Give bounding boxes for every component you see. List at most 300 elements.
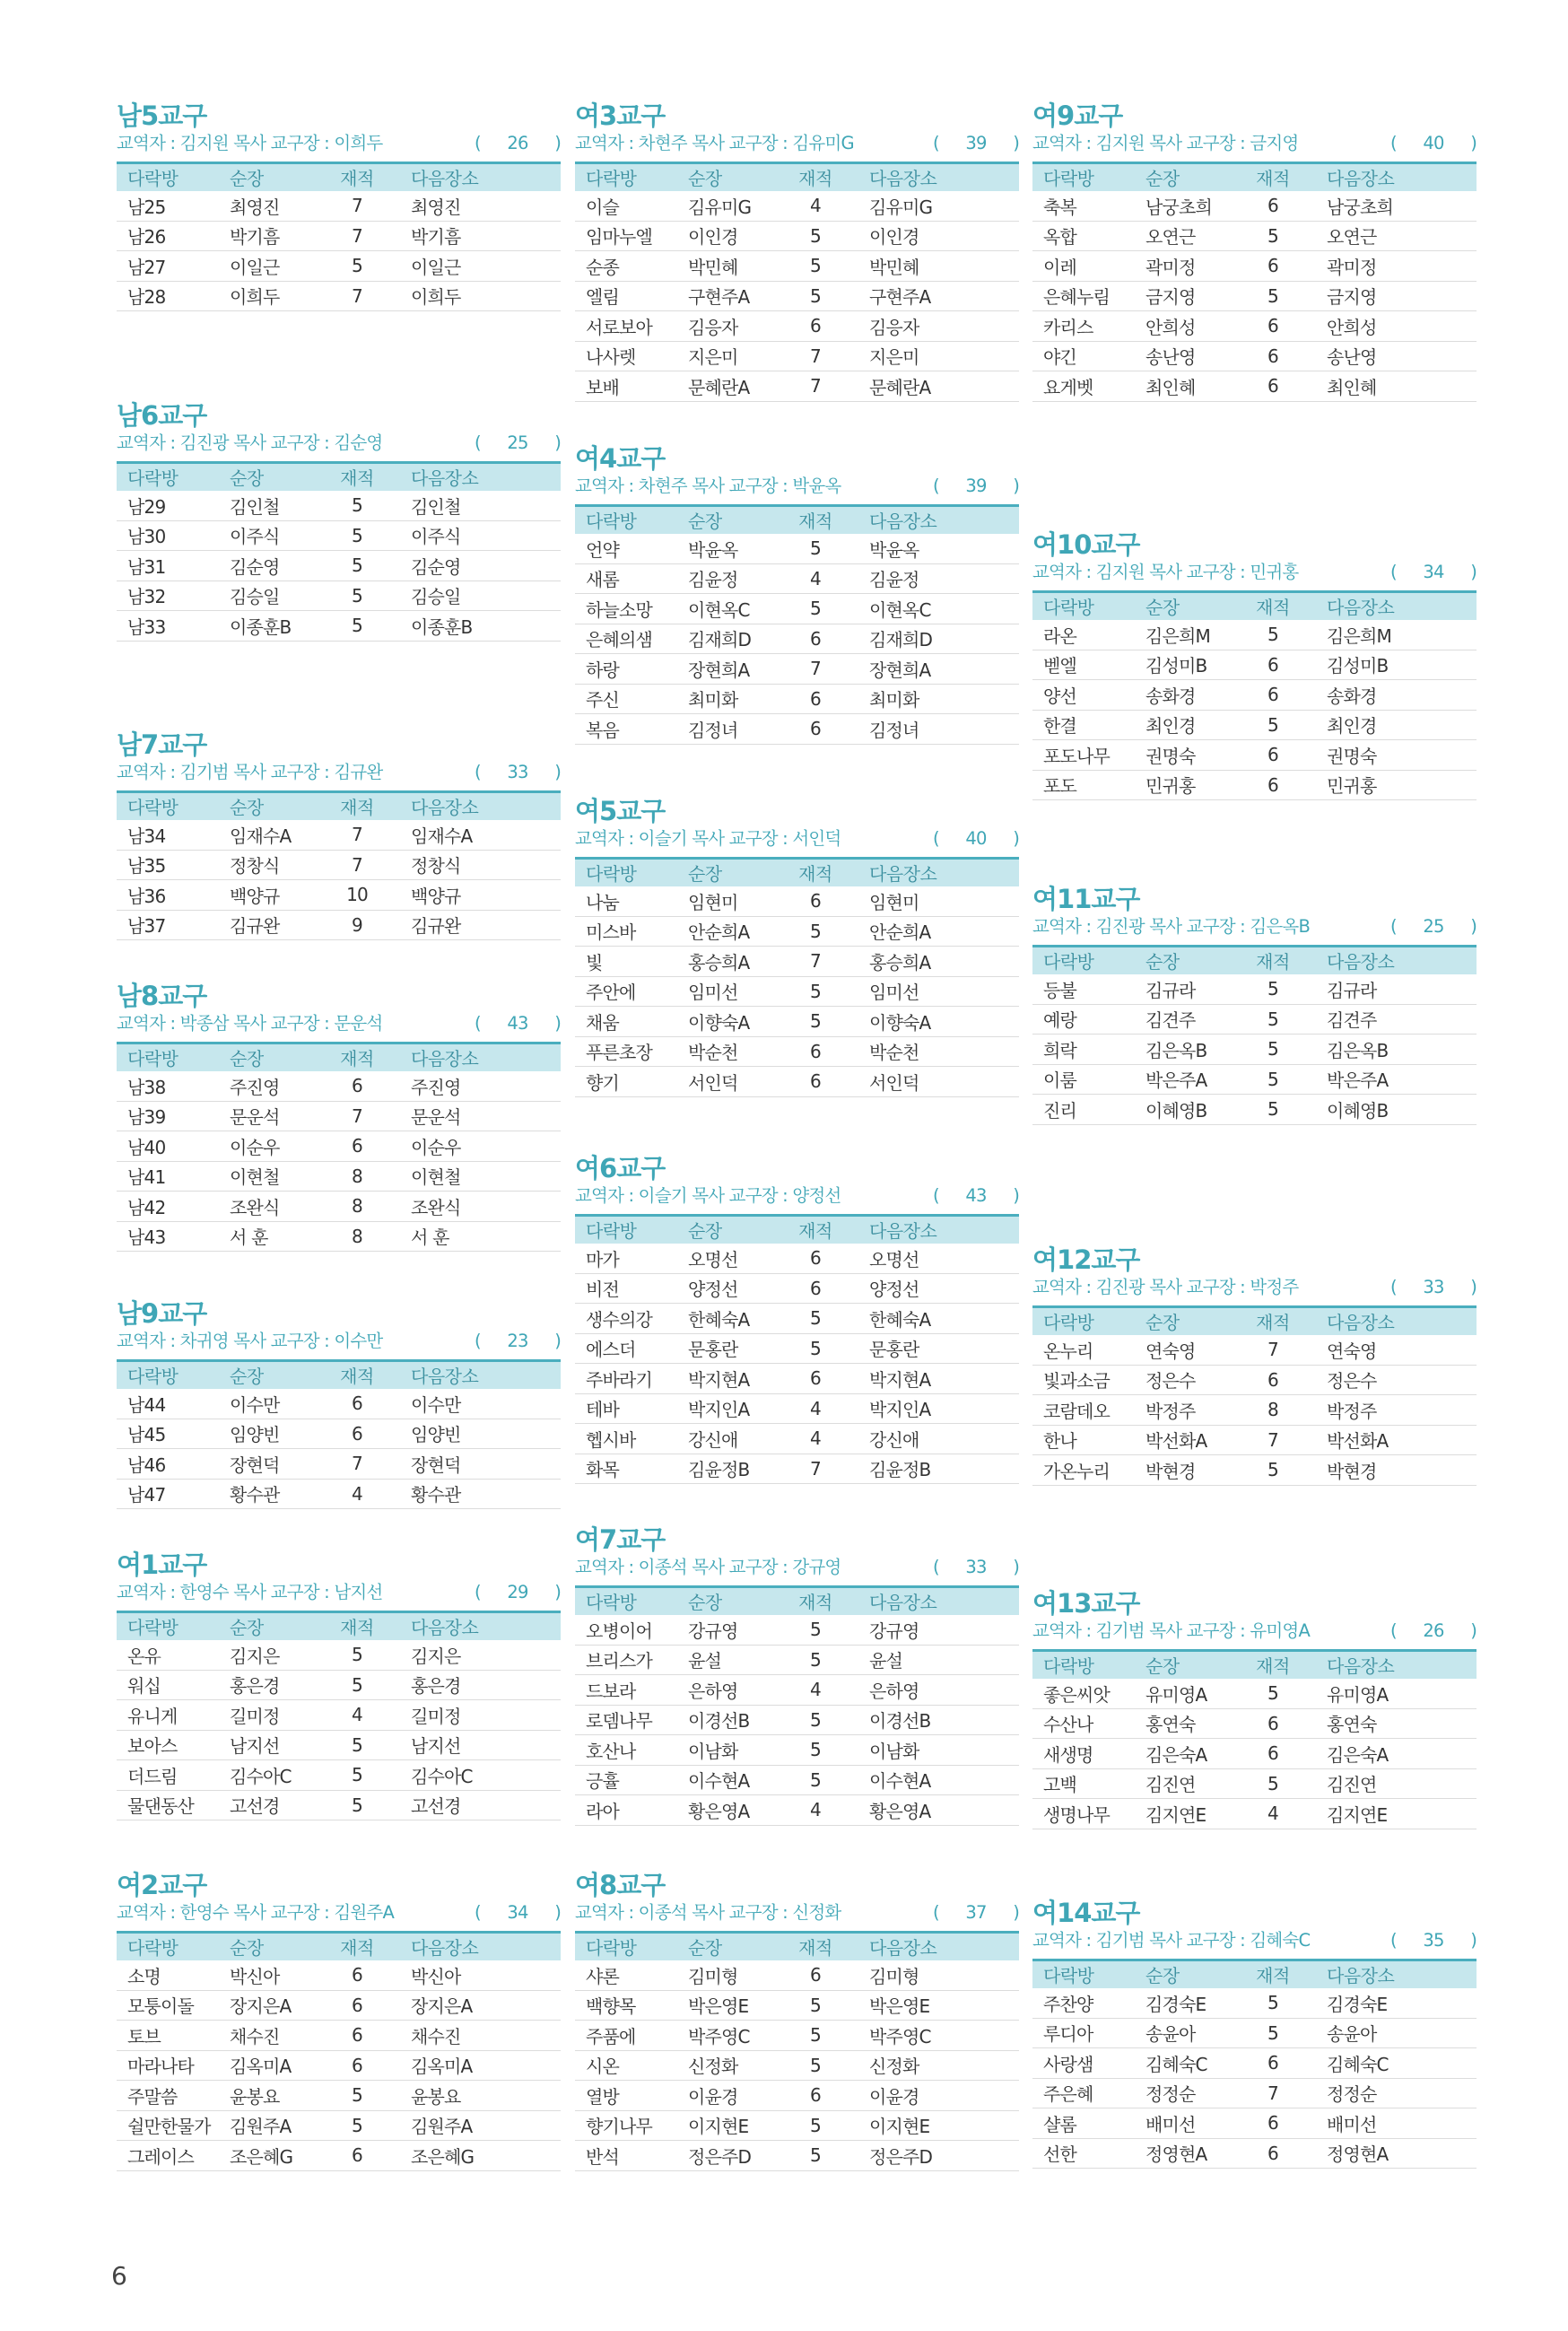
table-header-row <box>575 1587 1019 1615</box>
cell-next-place: 김옥미A <box>400 2050 561 2081</box>
paren-close: ) <box>1470 1620 1477 1641</box>
table-row <box>575 684 1019 714</box>
cell-leader: 은하영 <box>677 1675 772 1706</box>
district-staff: 교역자 : 김기범 목사 교구장 : 유미영A <box>1032 1620 1310 1641</box>
cell-leader: 이향숙A <box>677 1007 772 1037</box>
paren-open: ( <box>933 828 939 849</box>
cell-next-place: 문홍란 <box>858 1333 1019 1364</box>
cell-enrolled: 5 <box>1230 1035 1316 1065</box>
table-row <box>575 654 1019 685</box>
table-row <box>117 880 561 911</box>
table-row <box>117 1389 561 1419</box>
paren-open: ( <box>475 762 481 782</box>
table-header-row <box>117 1933 561 1960</box>
cell-next-place: 채수진 <box>400 2021 561 2051</box>
header-next-place: 다음장소 <box>400 463 561 491</box>
cell-leader: 김재희D <box>677 624 772 654</box>
district-info <box>1032 131 1477 156</box>
cell-enrolled: 7 <box>1230 2078 1316 2108</box>
cell-darakbang: 은혜의샘 <box>575 624 677 654</box>
cell-leader: 김규라 <box>1135 974 1230 1005</box>
count-value: 34 <box>1423 562 1444 582</box>
table-row <box>1032 1455 1477 1486</box>
cell-enrolled: 6 <box>314 1419 400 1449</box>
count-value: 43 <box>507 1013 528 1034</box>
cell-leader: 권명숙 <box>1135 740 1230 771</box>
header-leader: 순장 <box>219 1933 314 1960</box>
cell-leader: 이순우 <box>219 1131 314 1162</box>
cell-next-place: 이수만 <box>400 1389 561 1419</box>
cell-next-place: 이수현A <box>858 1765 1019 1795</box>
paren-open: ( <box>475 1013 481 1034</box>
district-info <box>575 1183 1019 1209</box>
count-value: 26 <box>1423 1620 1444 1641</box>
district-info <box>575 1555 1019 1580</box>
paren-open: ( <box>475 1902 481 1923</box>
table-row <box>575 1735 1019 1766</box>
cell-leader: 오연근 <box>1135 221 1230 251</box>
table-row <box>117 2141 561 2171</box>
cell-leader: 박은주A <box>1135 1064 1230 1095</box>
cell-next-place: 남궁초희 <box>1316 191 1477 222</box>
district-count <box>471 1580 561 1605</box>
district-table <box>1032 1959 1477 2169</box>
table-row <box>1032 770 1477 800</box>
cell-leader: 윤설 <box>677 1645 772 1675</box>
table-row <box>1032 740 1477 771</box>
table-row <box>1032 221 1477 251</box>
table-row <box>575 1795 1019 1826</box>
paren-open: ( <box>1390 1277 1397 1297</box>
cell-leader: 유미영A <box>1135 1679 1230 1709</box>
table-row <box>117 850 561 880</box>
district-info <box>575 826 1019 851</box>
district-title: 여12교구 <box>1032 1244 1140 1275</box>
district-block <box>575 1870 1019 2171</box>
district-table <box>117 461 561 642</box>
cell-leader: 문운석 <box>219 1101 314 1131</box>
header-leader: 순장 <box>1135 163 1230 191</box>
cell-darakbang: 가온누리 <box>1032 1455 1135 1486</box>
cell-enrolled: 6 <box>314 2050 400 2081</box>
cell-enrolled: 4 <box>314 1700 400 1731</box>
table-row <box>1032 341 1477 371</box>
table-header-row <box>117 463 561 491</box>
cell-darakbang: 사랑샘 <box>1032 2048 1135 2079</box>
cell-next-place: 김지은 <box>400 1640 561 1671</box>
cell-next-place: 김정녀 <box>858 714 1019 745</box>
district-table <box>575 1931 1019 2171</box>
cell-darakbang: 남34 <box>117 820 219 851</box>
cell-enrolled: 6 <box>314 1071 400 1102</box>
cell-darakbang: 온누리 <box>1032 1335 1135 1366</box>
paren-open: ( <box>1390 133 1397 153</box>
cell-enrolled: 6 <box>314 1960 400 1991</box>
table-row <box>575 1990 1019 2021</box>
paren-close: ) <box>554 1013 561 1034</box>
cell-darakbang: 루디아 <box>1032 2018 1135 2048</box>
cell-next-place: 정정순 <box>1316 2078 1477 2108</box>
header-leader: 순장 <box>677 1587 772 1615</box>
cell-next-place: 이지현E <box>858 2110 1019 2141</box>
cell-darakbang: 로뎀나무 <box>575 1705 677 1735</box>
cell-darakbang: 남30 <box>117 520 219 551</box>
table-row <box>117 1960 561 1991</box>
cell-darakbang: 향기나무 <box>575 2110 677 2141</box>
table-row <box>575 1615 1019 1646</box>
paren-close: ) <box>554 762 561 782</box>
cell-enrolled: 5 <box>314 551 400 581</box>
header-enrolled: 재적 <box>314 1361 400 1389</box>
cell-darakbang: 모퉁이돌 <box>117 1990 219 2021</box>
district-info <box>575 474 1019 499</box>
cell-darakbang: 진리 <box>1032 1095 1135 1125</box>
cell-leader: 남지선 <box>219 1730 314 1760</box>
district-count <box>471 1011 561 1036</box>
cell-leader: 김혜숙C <box>1135 2048 1230 2079</box>
cell-darakbang: 고백 <box>1032 1768 1135 1799</box>
table-row <box>575 251 1019 282</box>
header-leader: 순장 <box>677 1933 772 1960</box>
table-header-row <box>117 792 561 820</box>
district-info <box>1032 1275 1477 1300</box>
cell-leader: 이남화 <box>677 1735 772 1766</box>
cell-darakbang: 마라나타 <box>117 2050 219 2081</box>
cell-leader: 배미선 <box>1135 2108 1230 2139</box>
table-row <box>1032 251 1477 282</box>
cell-next-place: 조은혜G <box>400 2141 561 2171</box>
cell-leader: 최영진 <box>219 191 314 222</box>
cell-next-place: 박은영E <box>858 1990 1019 2021</box>
cell-leader: 곽미정 <box>1135 251 1230 282</box>
cell-leader: 김미형 <box>677 1960 772 1991</box>
cell-darakbang: 남37 <box>117 910 219 940</box>
cell-leader: 안희성 <box>1135 311 1230 342</box>
cell-darakbang: 하랑 <box>575 654 677 685</box>
cell-leader: 임미선 <box>677 976 772 1007</box>
cell-enrolled: 4 <box>772 191 858 222</box>
cell-next-place: 고선경 <box>400 1790 561 1820</box>
table-header-row <box>117 1612 561 1640</box>
table-row <box>1032 1365 1477 1395</box>
table-row <box>117 1419 561 1449</box>
table-row <box>117 2050 561 2081</box>
cell-enrolled: 7 <box>314 221 400 251</box>
district-count <box>929 1900 1019 1925</box>
cell-darakbang: 이레 <box>1032 251 1135 282</box>
header-darakbang: 다락방 <box>1032 1307 1135 1335</box>
cell-next-place: 윤설 <box>858 1645 1019 1675</box>
cell-leader: 정정순 <box>1135 2078 1230 2108</box>
cell-darakbang: 온유 <box>117 1640 219 1671</box>
district-table <box>117 1931 561 2171</box>
table-row <box>117 551 561 581</box>
cell-next-place: 송화경 <box>1316 680 1477 711</box>
header-enrolled: 재적 <box>772 163 858 191</box>
cell-next-place: 민귀홍 <box>1316 770 1477 800</box>
district-staff: 교역자 : 김기범 목사 교구장 : 김규완 <box>117 762 383 782</box>
district-count <box>929 826 1019 851</box>
paren-open: ( <box>475 1582 481 1602</box>
table-header-row <box>1032 947 1477 974</box>
table-row <box>575 886 1019 917</box>
paren-open: ( <box>1390 562 1397 582</box>
cell-enrolled: 5 <box>772 1007 858 1037</box>
header-next-place: 다음장소 <box>858 1587 1019 1615</box>
header-next-place: 다음장소 <box>858 163 1019 191</box>
district-title: 남5교구 <box>117 100 207 131</box>
header-next-place: 다음장소 <box>858 1216 1019 1244</box>
cell-leader: 정창식 <box>219 850 314 880</box>
cell-next-place: 최인경 <box>1316 710 1477 740</box>
cell-next-place: 홍연숙 <box>1316 1708 1477 1739</box>
cell-leader: 박정주 <box>1135 1395 1230 1426</box>
cell-darakbang: 시온 <box>575 2050 677 2081</box>
cell-leader: 최인혜 <box>1135 371 1230 402</box>
cell-next-place: 이혜영B <box>1316 1095 1477 1125</box>
cell-leader: 박신아 <box>219 1960 314 1991</box>
cell-darakbang: 남36 <box>117 880 219 911</box>
paren-open: ( <box>475 133 481 153</box>
district-title: 여14교구 <box>1032 1898 1140 1928</box>
district-count <box>1387 1928 1477 1953</box>
cell-leader: 장현희A <box>677 654 772 685</box>
paren-close: ) <box>1470 133 1477 153</box>
district-table <box>117 790 561 940</box>
paren-close: ) <box>1013 1185 1019 1206</box>
header-next-place: 다음장소 <box>1316 1960 1477 1988</box>
cell-enrolled: 9 <box>314 910 400 940</box>
district-block <box>117 1870 561 2171</box>
cell-darakbang: 더드림 <box>117 1760 219 1791</box>
table-row <box>575 624 1019 654</box>
district-block <box>1032 1588 1477 1829</box>
cell-darakbang: 포도 <box>1032 770 1135 800</box>
cell-enrolled: 6 <box>772 1273 858 1304</box>
cell-enrolled: 5 <box>314 1640 400 1671</box>
table-row <box>1032 191 1477 222</box>
table-row <box>575 1273 1019 1304</box>
cell-leader: 강신애 <box>677 1424 772 1454</box>
cell-darakbang: 긍휼 <box>575 1765 677 1795</box>
cell-leader: 김인철 <box>219 491 314 521</box>
cell-enrolled: 7 <box>772 947 858 977</box>
cell-leader: 송화경 <box>1135 680 1230 711</box>
district-block <box>575 443 1019 745</box>
table-row <box>1032 1035 1477 1065</box>
cell-leader: 황수관 <box>219 1479 314 1509</box>
table-row <box>1032 1004 1477 1035</box>
cell-leader: 박기흠 <box>219 221 314 251</box>
header-next-place: 다음장소 <box>858 859 1019 886</box>
cell-next-place: 박기흠 <box>400 221 561 251</box>
table-row <box>575 1244 1019 1274</box>
cell-enrolled: 6 <box>1230 2108 1316 2139</box>
district-block <box>575 100 1019 402</box>
cell-next-place: 이희두 <box>400 281 561 311</box>
district-staff: 교역자 : 이슬기 목사 교구장 : 양정선 <box>575 1185 841 1206</box>
paren-open: ( <box>933 1185 939 1206</box>
table-header-row <box>575 859 1019 886</box>
count-value: 25 <box>1423 916 1444 937</box>
district-staff: 교역자 : 김진광 목사 교구장 : 김은옥B <box>1032 916 1311 937</box>
cell-darakbang: 희락 <box>1032 1035 1135 1065</box>
header-leader: 순장 <box>677 163 772 191</box>
paren-close: ) <box>554 432 561 453</box>
cell-enrolled: 6 <box>772 1067 858 1097</box>
header-enrolled: 재적 <box>314 1043 400 1071</box>
cell-darakbang: 언약 <box>575 534 677 564</box>
cell-darakbang: 테바 <box>575 1393 677 1424</box>
cell-darakbang: 남29 <box>117 491 219 521</box>
cell-leader: 이희두 <box>219 281 314 311</box>
table-header-row <box>1032 592 1477 620</box>
cell-darakbang: 샤론 <box>575 1960 677 1991</box>
cell-darakbang: 새생명 <box>1032 1739 1135 1769</box>
cell-enrolled: 8 <box>314 1161 400 1192</box>
cell-enrolled: 6 <box>1230 311 1316 342</box>
cell-darakbang: 주은혜 <box>1032 2078 1135 2108</box>
count-value: 25 <box>507 432 528 453</box>
cell-darakbang: 남35 <box>117 850 219 880</box>
cell-next-place: 조완식 <box>400 1192 561 1222</box>
district-title: 남6교구 <box>117 400 207 431</box>
cell-darakbang: 하늘소망 <box>575 594 677 624</box>
cell-next-place: 김승일 <box>400 581 561 611</box>
cell-leader: 조은혜G <box>219 2141 314 2171</box>
cell-darakbang: 남44 <box>117 1389 219 1419</box>
paren-close: ) <box>1013 476 1019 496</box>
district-title: 여2교구 <box>117 1870 207 1900</box>
table-row <box>575 947 1019 977</box>
district-count <box>929 474 1019 499</box>
district-table <box>575 857 1019 1097</box>
cell-enrolled: 5 <box>1230 620 1316 650</box>
cell-enrolled: 6 <box>314 1131 400 1162</box>
cell-darakbang: 남47 <box>117 1479 219 1509</box>
table-row <box>117 1730 561 1760</box>
cell-next-place: 임미선 <box>858 976 1019 1007</box>
cell-enrolled: 5 <box>314 581 400 611</box>
count-value: 26 <box>507 133 528 153</box>
cell-next-place: 박지현A <box>858 1364 1019 1394</box>
count-value: 35 <box>1423 1930 1444 1951</box>
cell-enrolled: 5 <box>314 1670 400 1700</box>
cell-darakbang: 한결 <box>1032 710 1135 740</box>
cell-next-place: 김순영 <box>400 551 561 581</box>
district-block <box>117 100 561 311</box>
paren-open: ( <box>475 432 481 453</box>
cell-darakbang: 야긴 <box>1032 341 1135 371</box>
cell-darakbang: 라아 <box>575 1795 677 1826</box>
header-next-place: 다음장소 <box>400 1933 561 1960</box>
cell-darakbang: 수산나 <box>1032 1708 1135 1739</box>
paren-close: ) <box>554 1331 561 1351</box>
cell-enrolled: 6 <box>1230 251 1316 282</box>
table-row <box>1032 974 1477 1005</box>
cell-next-place: 장현희A <box>858 654 1019 685</box>
district-count <box>471 431 561 456</box>
cell-darakbang: 물댄동산 <box>117 1790 219 1820</box>
table-row <box>575 1424 1019 1454</box>
district-info <box>575 1900 1019 1925</box>
table-row <box>1032 2018 1477 2048</box>
cell-enrolled: 4 <box>772 1795 858 1826</box>
district-staff: 교역자 : 한영수 목사 교구장 : 김원주A <box>117 1902 394 1923</box>
header-darakbang: 다락방 <box>117 792 219 820</box>
cell-leader: 김옥미A <box>219 2050 314 2081</box>
district-count <box>1387 131 1477 156</box>
cell-darakbang: 남32 <box>117 581 219 611</box>
cell-leader: 정은수 <box>1135 1365 1230 1395</box>
district-title: 여10교구 <box>1032 529 1140 560</box>
cell-darakbang: 빛 <box>575 947 677 977</box>
cell-next-place: 장현덕 <box>400 1449 561 1480</box>
district-block <box>575 1153 1019 1484</box>
district-info <box>1032 1619 1477 1644</box>
cell-next-place: 길미정 <box>400 1700 561 1731</box>
header-darakbang: 다락방 <box>575 859 677 886</box>
cell-next-place: 문혜란A <box>858 371 1019 402</box>
header-darakbang: 다락방 <box>117 1612 219 1640</box>
cell-darakbang: 남27 <box>117 251 219 282</box>
cell-darakbang: 향기 <box>575 1067 677 1097</box>
cell-next-place: 황수관 <box>400 1479 561 1509</box>
cell-leader: 임현미 <box>677 886 772 917</box>
cell-leader: 고선경 <box>219 1790 314 1820</box>
district-info <box>1032 560 1477 585</box>
cell-darakbang: 보아스 <box>117 1730 219 1760</box>
cell-darakbang: 양선 <box>1032 680 1135 711</box>
header-enrolled: 재적 <box>314 1612 400 1640</box>
cell-enrolled: 6 <box>772 624 858 654</box>
header-next-place: 다음장소 <box>400 1361 561 1389</box>
header-leader: 순장 <box>1135 947 1230 974</box>
district-count <box>1387 1275 1477 1300</box>
cell-next-place: 박선화A <box>1316 1425 1477 1455</box>
cell-next-place: 김인철 <box>400 491 561 521</box>
cell-darakbang: 남39 <box>117 1101 219 1131</box>
district-block <box>1032 529 1477 800</box>
cell-leader: 박지현A <box>677 1364 772 1394</box>
table-row <box>575 2141 1019 2171</box>
cell-darakbang: 쉴만한물가 <box>117 2110 219 2141</box>
paren-open: ( <box>933 1557 939 1577</box>
cell-next-place: 강신애 <box>858 1424 1019 1454</box>
header-next-place: 다음장소 <box>1316 163 1477 191</box>
cell-enrolled: 5 <box>1230 710 1316 740</box>
cell-leader: 양정선 <box>677 1273 772 1304</box>
district-info <box>575 131 1019 156</box>
cell-next-place: 최영진 <box>400 191 561 222</box>
table-row <box>117 820 561 851</box>
header-leader: 순장 <box>1135 592 1230 620</box>
cell-next-place: 정은수 <box>1316 1365 1477 1395</box>
table-row <box>575 1705 1019 1735</box>
header-leader: 순장 <box>219 463 314 491</box>
header-darakbang: 다락방 <box>575 1587 677 1615</box>
cell-next-place: 이윤경 <box>858 2081 1019 2111</box>
cell-next-place: 박순천 <box>858 1036 1019 1067</box>
cell-leader: 김은숙A <box>1135 1739 1230 1769</box>
cell-leader: 임재수A <box>219 820 314 851</box>
cell-enrolled: 4 <box>772 1424 858 1454</box>
paren-open: ( <box>933 133 939 153</box>
district-count <box>471 1329 561 1354</box>
district-info <box>117 431 561 456</box>
table-row <box>575 191 1019 222</box>
cell-enrolled: 6 <box>1230 1739 1316 1769</box>
